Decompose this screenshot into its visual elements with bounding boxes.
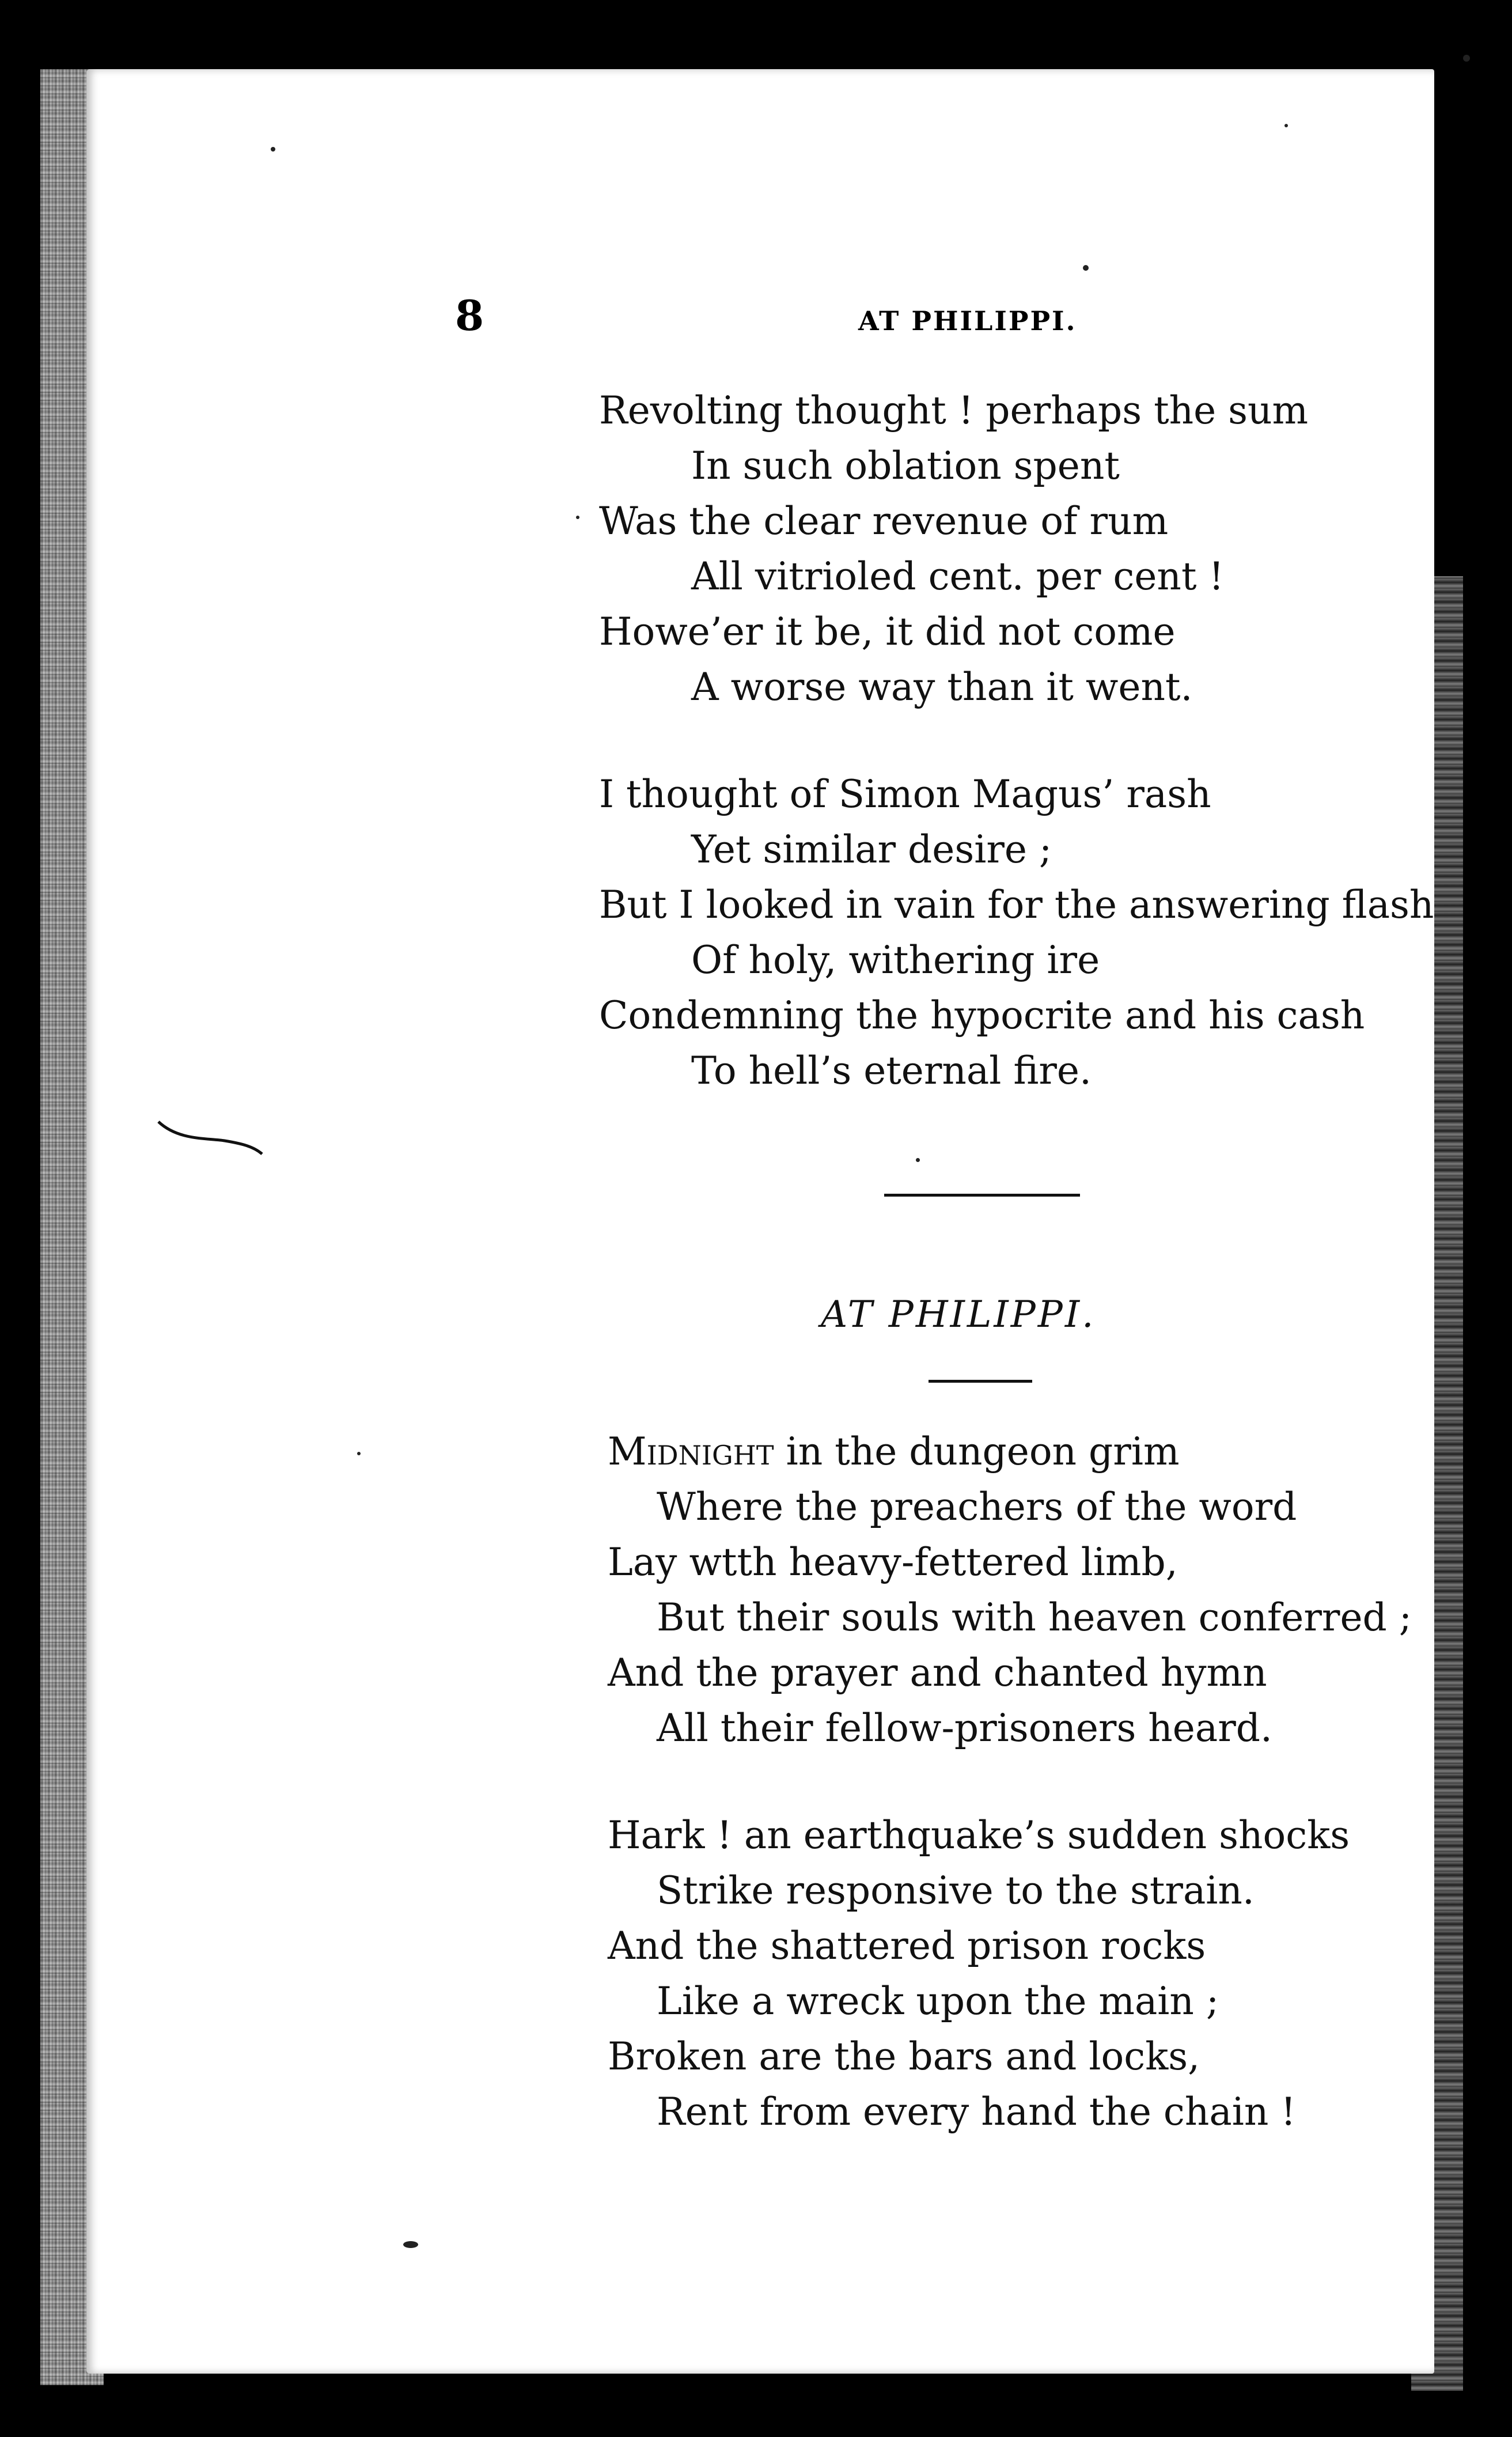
verse-line: Hark ! an earthquake’s sudden shocks: [608, 1813, 1350, 1857]
speck: [403, 2241, 418, 2248]
verse-line: Rent from every hand the chain !: [657, 2090, 1296, 2134]
running-head: AT PHILIPPI.: [858, 305, 1077, 336]
verse-line: [608, 1429, 1180, 1474]
verse-line: A worse way than it went.: [691, 665, 1193, 709]
verse-line: Strike responsive to the strain.: [657, 1868, 1255, 1913]
speck: [357, 1452, 361, 1455]
verse-line: Where the preachers of the word: [657, 1485, 1297, 1529]
speck: [1083, 265, 1089, 271]
speck: [576, 516, 579, 519]
drop-word: Midnight: [608, 1429, 774, 1474]
verse-line: Broken are the bars and locks,: [608, 2034, 1200, 2079]
verse-line: But their souls with heaven conferred ;: [657, 1595, 1412, 1640]
title-underline: [929, 1380, 1032, 1383]
verse-line: Like a wreck upon the main ;: [657, 1979, 1219, 2023]
verse-line-rest: in the dungeon grim: [774, 1429, 1180, 1474]
section-divider: [884, 1194, 1080, 1197]
poem-title: AT PHILIPPI.: [821, 1293, 1096, 1336]
speck: [1284, 124, 1288, 127]
verse-line: All their fellow-prisoners heard.: [657, 1706, 1272, 1750]
verse-line: To hell’s eternal fire.: [691, 1049, 1092, 1093]
verse-line: All vitrioled cent. per cent !: [691, 554, 1224, 599]
verse-line: Was the clear revenue of rum: [599, 499, 1169, 543]
verse-line: In such oblation spent: [691, 444, 1120, 488]
verse-line: Lay wtth heavy-fettered limb,: [608, 1540, 1178, 1584]
verse-line: Of holy, withering ire: [691, 938, 1100, 982]
stray-pen-mark: [156, 1115, 265, 1155]
speck: [1463, 55, 1470, 62]
verse-line: And the shattered prison rocks: [608, 1924, 1206, 1968]
verse-line: Yet similar desire ;: [691, 827, 1052, 872]
verse-line: Howe’er it be, it did not come: [599, 610, 1176, 654]
verse-line: And the prayer and chanted hymn: [608, 1651, 1267, 1695]
verse-line: But I looked in vain for the answering flash: [599, 883, 1434, 927]
page-number: 8: [455, 291, 484, 340]
verse-line: Condemning the hypocrite and his cash: [599, 993, 1365, 1038]
speck: [271, 147, 275, 152]
verse-line: Revolting thought ! perhaps the sum: [599, 388, 1309, 433]
speck: [916, 1158, 920, 1162]
verse-line: I thought of Simon Magus’ rash: [599, 772, 1211, 816]
